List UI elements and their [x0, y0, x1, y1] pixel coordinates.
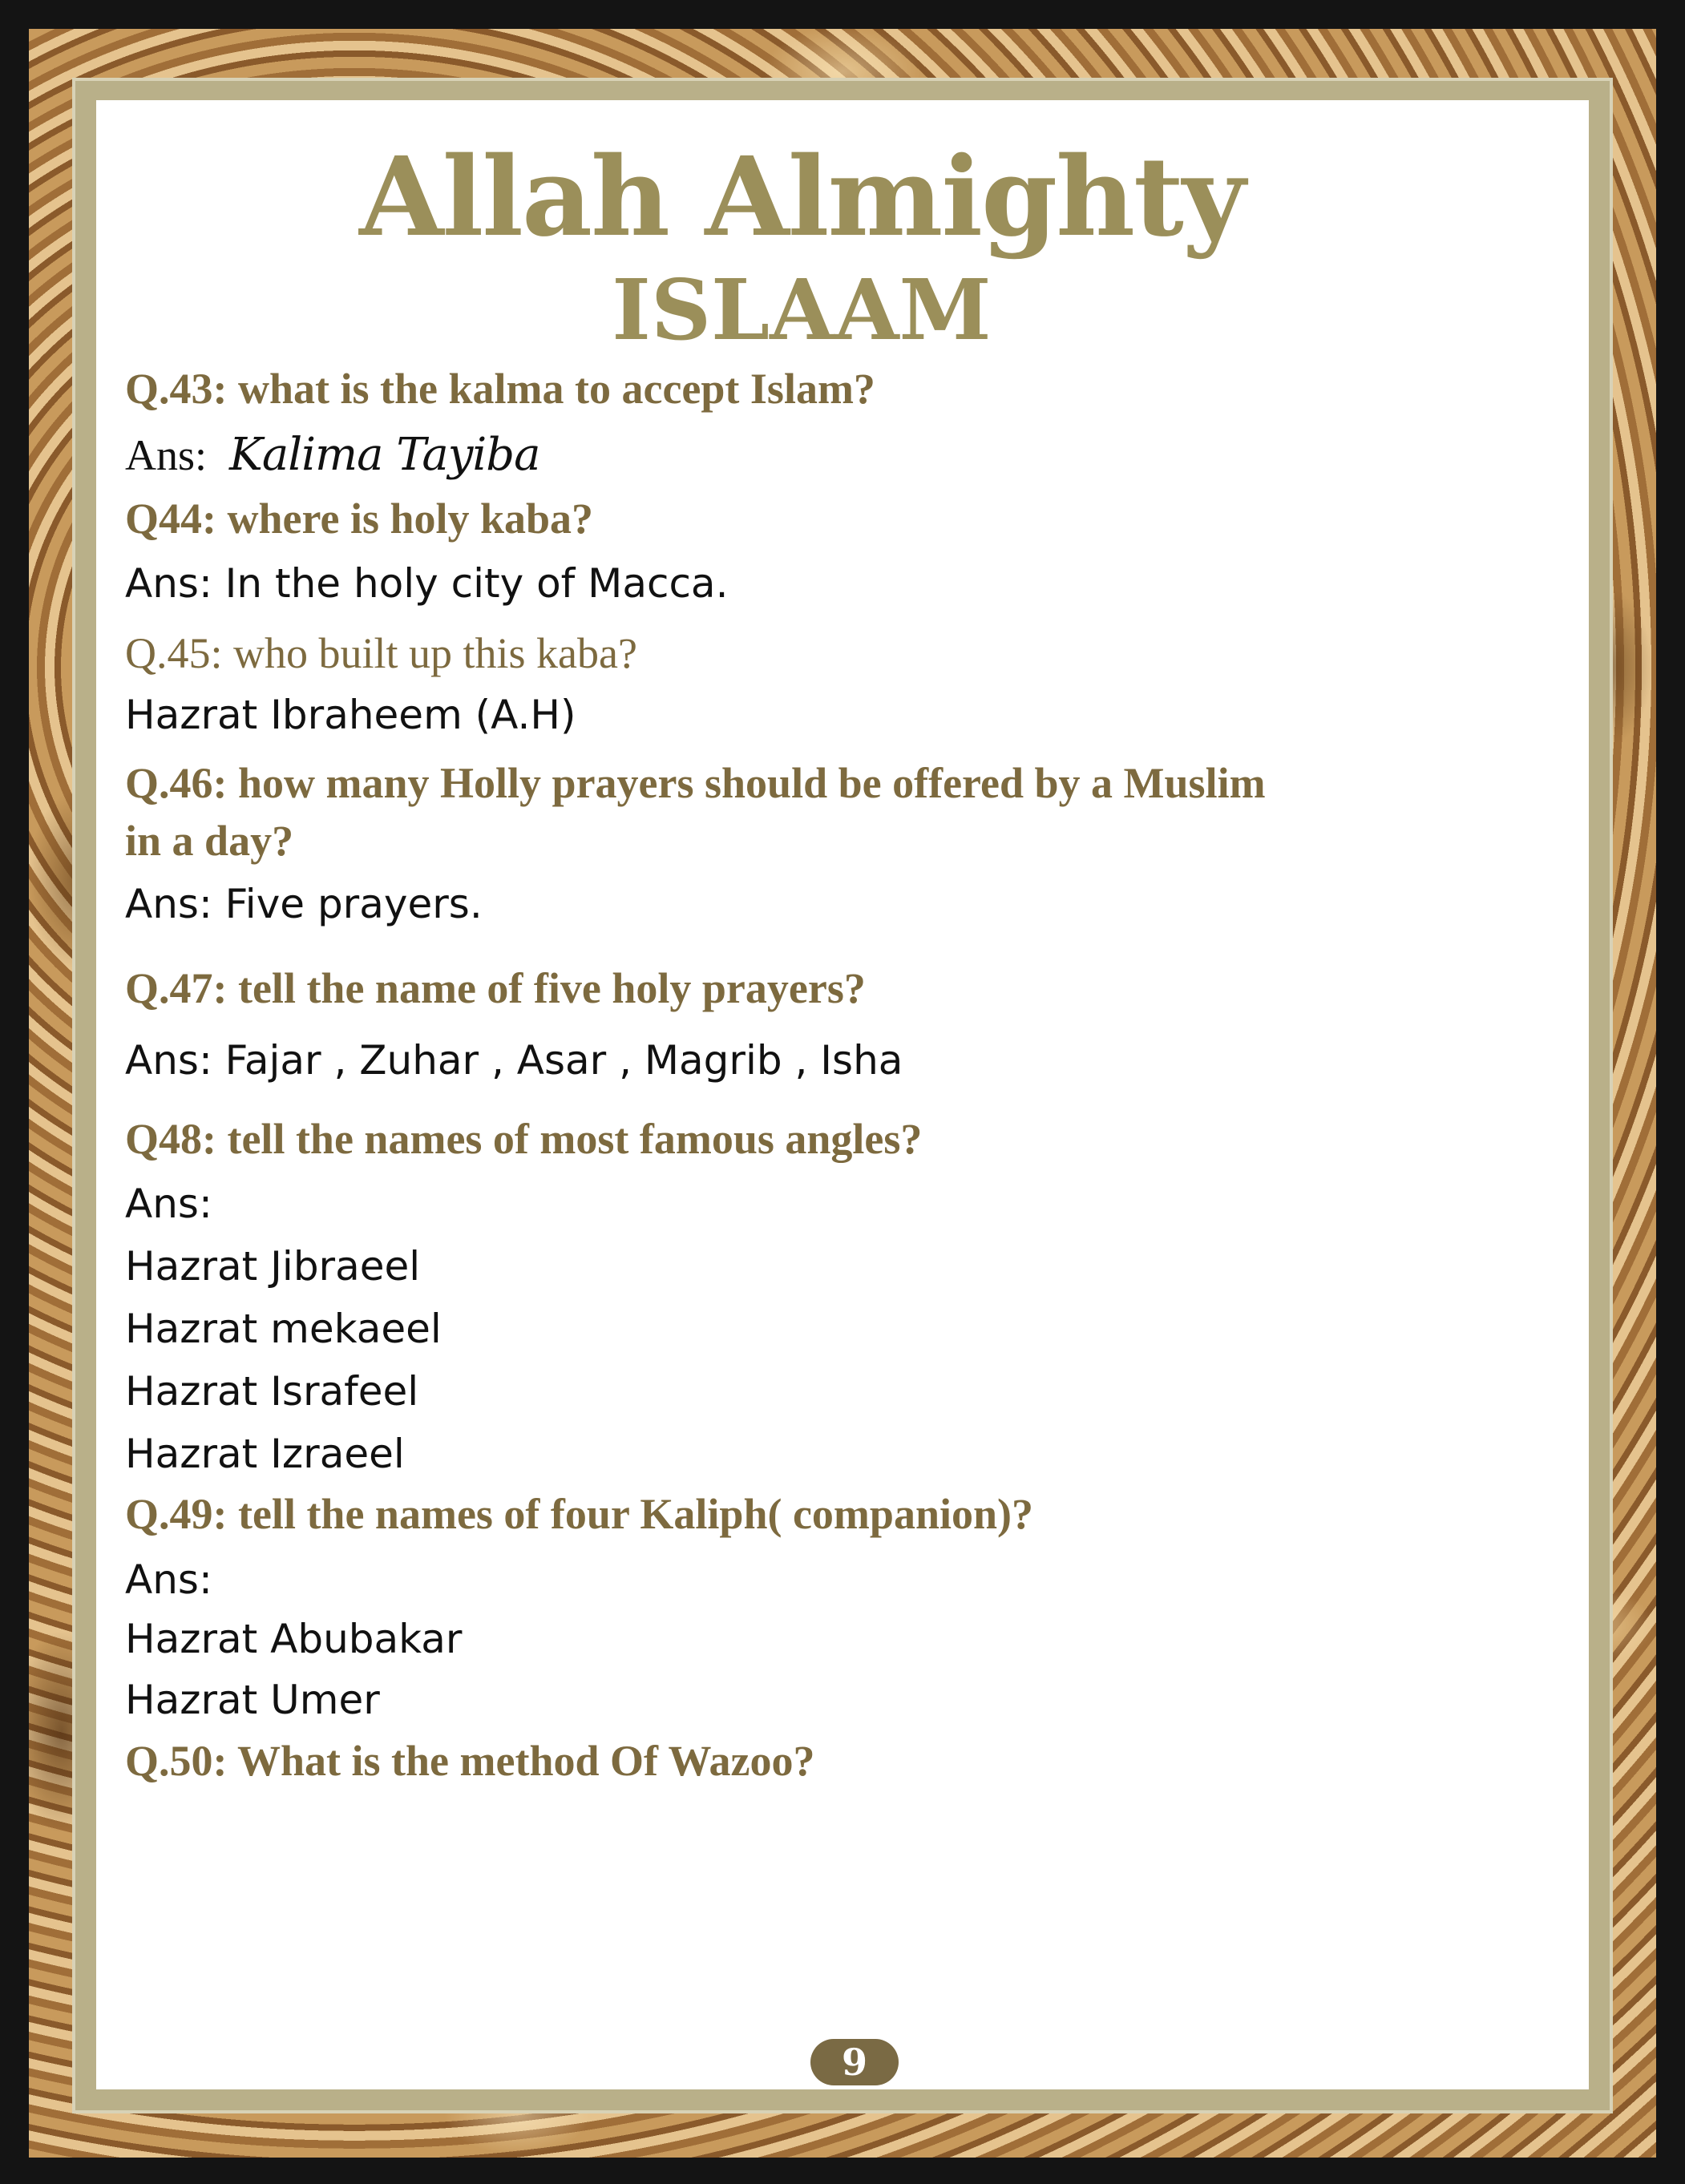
question-46-line2: in a day? [125, 817, 294, 865]
answer-43-value: Kalima Tayiba [229, 429, 540, 481]
question-49: Q.49: tell the names of four Kaliph( companion)? [125, 1490, 1033, 1538]
answer-45: Hazrat Ibraheem (A.H) [125, 692, 576, 738]
answer-43-label: Ans: [125, 431, 208, 479]
answer-43 [125, 429, 540, 481]
question-50: Q.50: What is the method Of Wazoo? [125, 1737, 815, 1785]
answer-44: Ans: In the holy city of Macca. [125, 560, 729, 607]
question-47: Q.47: tell the name of five holy prayers? [125, 964, 866, 1012]
page-title: Allah Almighty [359, 133, 1244, 261]
page-subtitle: ISLAAM [612, 260, 992, 359]
answer-46: Ans: Five prayers. [125, 881, 483, 927]
answer-48-item: Hazrat Izraeel [125, 1431, 405, 1477]
question-44: Q44: where is holy kaba? [125, 495, 594, 543]
answer-49-item: Hazrat Umer [125, 1677, 380, 1723]
answer-47: Ans: Fajar , Zuhar , Asar , Magrib , Isha [125, 1037, 903, 1084]
question-48: Q48: tell the names of most famous angles? [125, 1115, 923, 1163]
answer-49-label: Ans: [125, 1556, 212, 1603]
question-45: Q.45: who built up this kaba? [125, 629, 637, 677]
answer-49-item: Hazrat Abubakar [125, 1616, 463, 1662]
answer-48-item: Hazrat Jibraeel [125, 1243, 421, 1290]
page-number-badge: 9 [810, 2039, 899, 2085]
question-46-line1: Q.46: how many Holly prayers should be offered by a Muslim [125, 759, 1266, 807]
answer-48-label: Ans: [125, 1181, 212, 1227]
answer-48-item: Hazrat Israfeel [125, 1368, 419, 1415]
answer-48-item: Hazrat mekaeel [125, 1306, 442, 1352]
question-43: Q.43: what is the kalma to accept Islam? [125, 365, 875, 413]
